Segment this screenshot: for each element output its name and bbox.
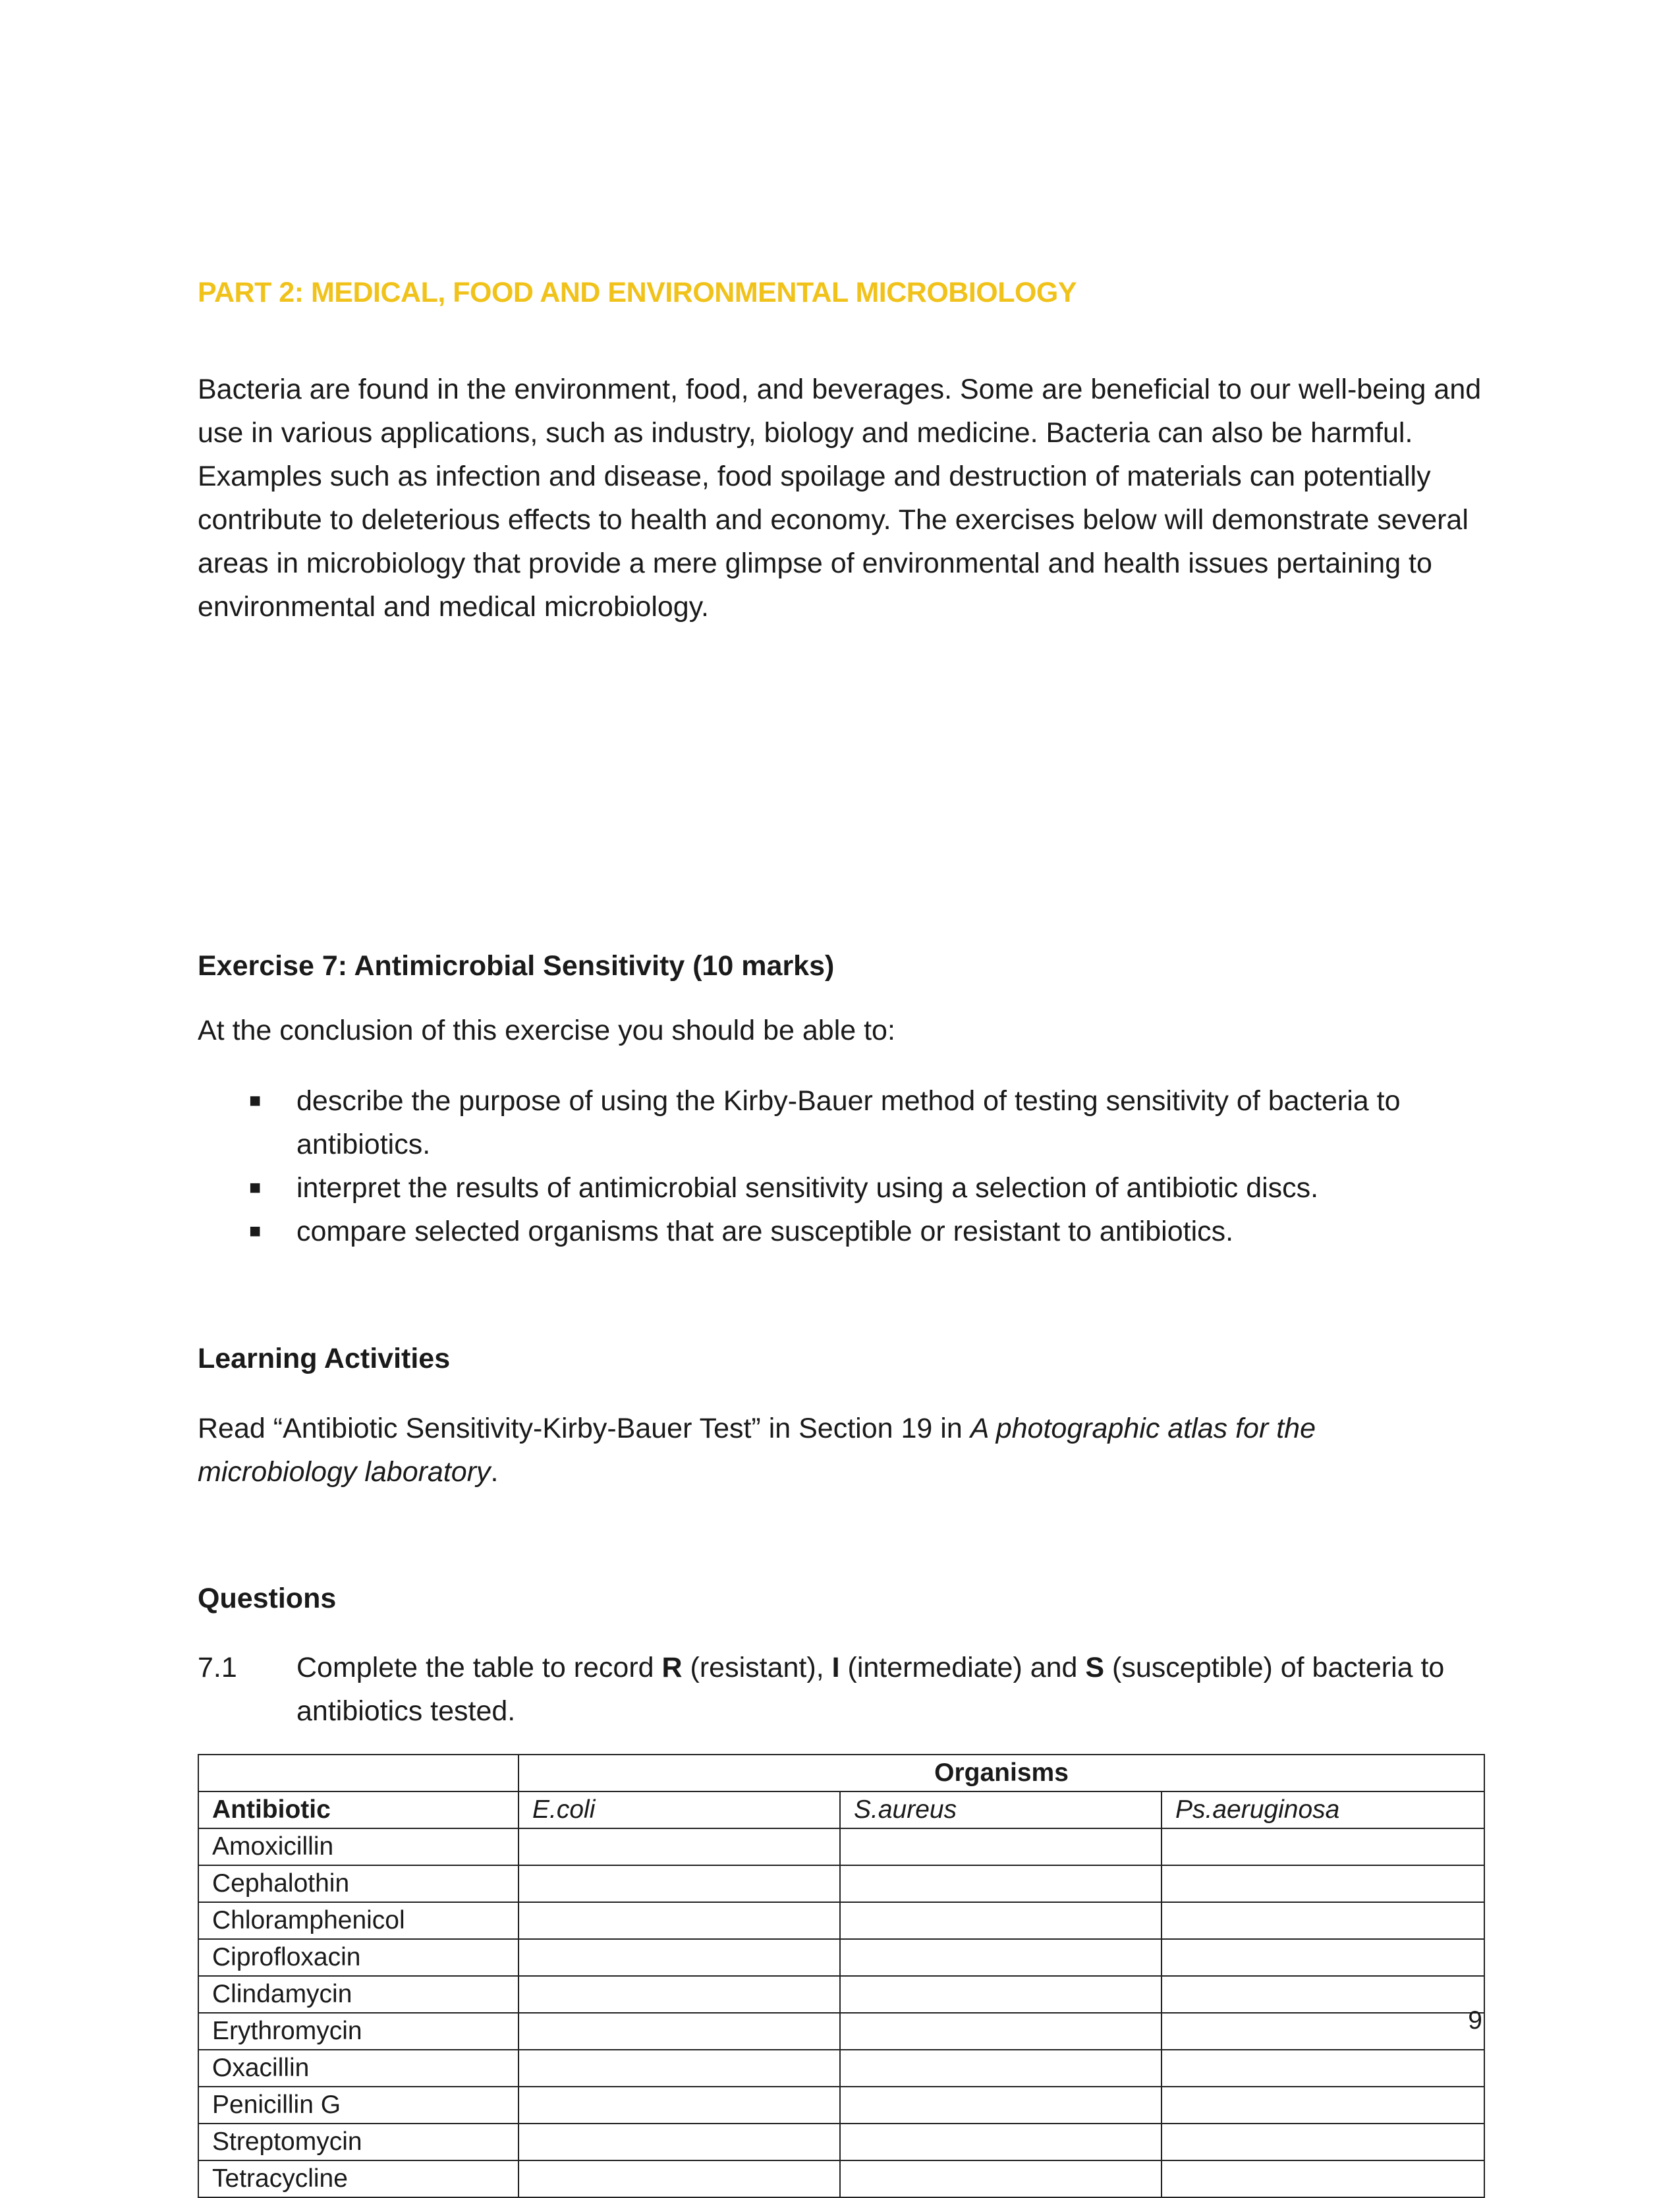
result-entry-cell[interactable]: [1162, 2124, 1484, 2160]
table-row: [198, 1865, 1484, 1902]
organism-header-psaeruginosa: Ps.aeruginosa: [1162, 1791, 1484, 1828]
result-entry-cell[interactable]: [840, 2124, 1162, 2160]
square-bullet-icon: ■: [249, 1177, 262, 1198]
intermediate-code: I: [831, 1652, 840, 1683]
objective-item: [198, 1166, 1482, 1210]
sensitivity-results-table: [198, 1754, 1485, 2198]
result-entry-cell[interactable]: [840, 2087, 1162, 2124]
exercise-title: Exercise 7: Antimicrobial Sensitivity (10 marks): [198, 950, 835, 982]
antibiotic-name-cell: Chloramphenicol: [198, 1902, 518, 1939]
result-entry-cell[interactable]: [840, 1976, 1162, 2013]
susceptible-code: S: [1085, 1652, 1105, 1683]
table-row: [198, 2050, 1484, 2087]
resistant-code: R: [661, 1652, 683, 1683]
antibiotic-name-cell: Erythromycin: [198, 2013, 518, 2050]
result-entry-cell[interactable]: [840, 2013, 1162, 2050]
square-bullet-icon: ■: [249, 1220, 262, 1242]
table-row: [198, 2160, 1484, 2197]
result-entry-cell[interactable]: [840, 2050, 1162, 2087]
antibiotic-name-cell: Tetracycline: [198, 2160, 518, 2197]
organism-header-ecoli: E.coli: [518, 1791, 840, 1828]
antibiotic-name-cell: Penicillin G: [198, 2087, 518, 2124]
organism-header-saureus: S.aureus: [840, 1791, 1162, 1828]
antibiotic-name-cell: Ciprofloxacin: [198, 1939, 518, 1976]
table-row: [198, 1902, 1484, 1939]
antibiotic-name-cell: Amoxicillin: [198, 1828, 518, 1865]
result-entry-cell[interactable]: [518, 1939, 840, 1976]
result-entry-cell[interactable]: [840, 1828, 1162, 1865]
square-bullet-icon: ■: [249, 1090, 262, 1112]
table-row: [198, 2013, 1484, 2050]
antibiotic-name-cell: Oxacillin: [198, 2050, 518, 2087]
learning-text-end: .: [490, 1456, 499, 1488]
table-group-header-row: [198, 1755, 1484, 1791]
objectives-list: [198, 1079, 1482, 1253]
result-entry-cell[interactable]: [518, 2124, 840, 2160]
table-row: [198, 2124, 1484, 2160]
questions-heading: Questions: [198, 1583, 337, 1614]
result-entry-cell[interactable]: [518, 2087, 840, 2124]
objective-text: describe the purpose of using the Kirby-Bauer method of testing sensitivity of bacteria to antibiotics.: [296, 1085, 1401, 1160]
result-entry-cell[interactable]: [840, 2160, 1162, 2197]
objective-text: interpret the results of antimicrobial sensitivity using a selection of antibiotic discs.: [296, 1172, 1319, 1204]
objective-item: [198, 1079, 1482, 1166]
result-entry-cell[interactable]: [840, 1939, 1162, 1976]
question-7-1: [198, 1646, 1482, 1733]
result-entry-cell[interactable]: [1162, 1902, 1484, 1939]
result-entry-cell[interactable]: [1162, 1865, 1484, 1902]
table-column-header-row: [198, 1791, 1484, 1828]
learning-activities-text: [198, 1407, 1482, 1494]
result-entry-cell[interactable]: [1162, 1828, 1484, 1865]
organisms-header: Organisms: [518, 1755, 1484, 1791]
objectives-lead: At the conclusion of this exercise you should be able to:: [198, 1015, 895, 1046]
result-entry-cell[interactable]: [1162, 2160, 1484, 2197]
learning-activities-heading: Learning Activities: [198, 1343, 451, 1374]
result-entry-cell[interactable]: [518, 2050, 840, 2087]
result-entry-cell[interactable]: [518, 1976, 840, 2013]
result-entry-cell[interactable]: [1162, 2087, 1484, 2124]
result-entry-cell[interactable]: [518, 2160, 840, 2197]
intro-paragraph: Bacteria are found in the environment, food, and beverages. Some are beneficial to our well-being and use in various applications, such as industry, biology and medicine. Bacteria can also be harmful. Examples such as infection and disease, food spoilage and destruction of materials can potentially contribute to deleterious effects to health and economy. The exercises below will demonstrate several areas in microbiology that provide a mere glimpse of environmental and health issues pertaining to environmental and medical microbiology.: [198, 374, 1482, 623]
question-text-part: (resistant),: [682, 1652, 832, 1683]
question-text-part: Complete the table to record: [296, 1652, 662, 1683]
antibiotic-name-cell: Cephalothin: [198, 1865, 518, 1902]
learning-text-start: Read “Antibiotic Sensitivity-Kirby-Bauer Test” in Section 19 in: [198, 1413, 970, 1444]
result-entry-cell[interactable]: [518, 1902, 840, 1939]
antibiotic-name-cell: Clindamycin: [198, 1976, 518, 2013]
question-text-part: (intermediate) and: [839, 1652, 1086, 1683]
objective-text: compare selected organisms that are susceptible or resistant to antibiotics.: [296, 1216, 1234, 1247]
result-entry-cell[interactable]: [840, 1865, 1162, 1902]
antibiotic-header: Antibiotic: [198, 1791, 518, 1828]
part-heading: PART 2: MEDICAL, FOOD AND ENVIRONMENTAL MICROBIOLOGY: [198, 277, 1077, 308]
question-text-part: (susceptible) of bacteria to antibiotics tested.: [296, 1652, 1445, 1727]
result-entry-cell[interactable]: [840, 1902, 1162, 1939]
result-entry-cell[interactable]: [1162, 2013, 1484, 2050]
result-entry-cell[interactable]: [518, 1828, 840, 1865]
question-number: 7.1: [198, 1652, 237, 1683]
result-entry-cell[interactable]: [1162, 1939, 1484, 1976]
table-row: [198, 1976, 1484, 2013]
empty-header-cell: [198, 1755, 518, 1791]
table-row: [198, 1939, 1484, 1976]
result-entry-cell[interactable]: [1162, 2050, 1484, 2087]
table-row: [198, 2087, 1484, 2124]
page-number: 9: [1468, 2006, 1482, 2035]
result-entry-cell[interactable]: [518, 1865, 840, 1902]
question-text: [296, 1646, 1482, 1733]
antibiotic-name-cell: Streptomycin: [198, 2124, 518, 2160]
objective-item: [198, 1210, 1482, 1253]
book-title: A photographic atlas for the microbiology laboratory: [198, 1413, 1316, 1488]
table-row: [198, 1828, 1484, 1865]
result-entry-cell[interactable]: [1162, 1976, 1484, 2013]
result-entry-cell[interactable]: [518, 2013, 840, 2050]
